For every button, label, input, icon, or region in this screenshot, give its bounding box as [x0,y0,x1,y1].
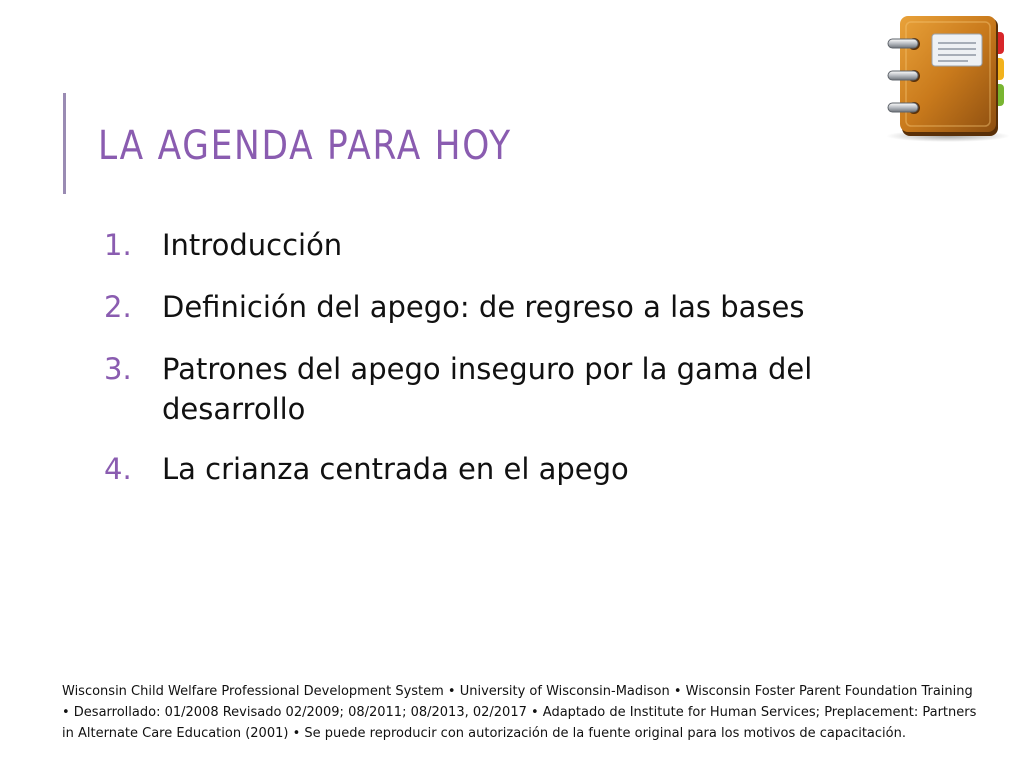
agenda-item [104,347,964,429]
agenda-item-number: 3. [104,352,132,386]
agenda-list [104,223,964,509]
agenda-item [104,285,964,329]
agenda-item-text: La crianza centrada en el apego [162,452,629,486]
agenda-item-number: 2. [104,290,132,324]
agenda-item-text: Introducción [162,228,343,262]
footer-citation: Wisconsin Child Welfare Professional Development System • University of Wisconsin-Madison • Wisconsin Foster Parent Foundation Training • Desarrollado: 01/2008 Revisado 02/2009; 08/2011; 08/2013, 02/2017 • Adaptado de Institute for Human Services; Preplacement: Partners in Alternate Care Education (2001) • Se puede reproducir con autorización de la fuente original para los motivos de capacitación. [62,684,977,741]
page-title: LA AGENDA PARA HOY [98,123,512,169]
agenda-item-number: 4. [104,452,132,486]
notebook-icon [880,14,1010,144]
agenda-item-text: Patrones del apego inseguro por la gama del desarrollo [162,352,813,426]
title-accent-bar [63,93,66,194]
agenda-item [104,223,964,267]
agenda-item-text: Definición del apego: de regreso a las bases [162,290,805,324]
agenda-item [104,447,964,491]
agenda-item-number: 1. [104,228,132,262]
